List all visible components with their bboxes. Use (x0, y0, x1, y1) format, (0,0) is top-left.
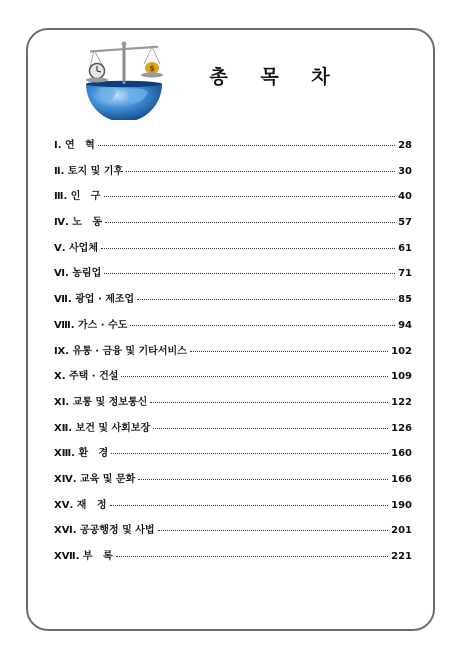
toc-entry-label: Ⅴ. 사업체 (54, 242, 98, 254)
toc-entry-page: 30 (398, 165, 412, 177)
toc-entry-page: 40 (398, 191, 412, 203)
toc-entry-label: Ⅳ. 노 동 (54, 217, 103, 229)
dot-leader (104, 196, 396, 197)
dot-leader (150, 402, 388, 403)
toc-entry-page: 126 (391, 422, 412, 434)
toc-entry[interactable] (54, 264, 412, 290)
toc-entry-label: XⅣ. 교육 및 문화 (54, 473, 136, 485)
toc-entry-label: XⅦ. 부 록 (54, 551, 113, 562)
dot-leader (153, 428, 388, 429)
toc-entry[interactable] (54, 444, 412, 470)
dot-leader (110, 505, 389, 506)
dot-leader (104, 273, 395, 274)
toc-entry-label: XⅤ. 재 정 (54, 499, 107, 511)
toc-entry-label: Ⅰ. 연 혁 (54, 140, 95, 151)
toc-entry-page: 85 (398, 294, 412, 306)
toc-entry-label: XⅡ. 보건 및 사회보장 (54, 422, 151, 434)
toc-entry-label: Ⅷ. 가스 · 수도 (54, 319, 128, 331)
dot-leader (101, 248, 395, 249)
dot-leader (116, 556, 389, 557)
toc-entry-page: 166 (391, 473, 412, 485)
toc-entry[interactable] (54, 213, 412, 239)
toc-entry-label: Ⅵ. 농림업 (54, 268, 102, 280)
toc-entry-label: Ⅸ. 유통 · 금융 및 기타서비스 (54, 345, 187, 357)
toc-entry[interactable] (54, 342, 412, 368)
toc-entry[interactable] (54, 367, 412, 393)
dot-leader (158, 530, 389, 531)
toc-entry[interactable] (54, 316, 412, 342)
toc-entry-page: 61 (398, 242, 412, 254)
toc-entry-page: 221 (391, 551, 412, 562)
toc-entry-page: 201 (391, 525, 412, 537)
toc-entry-page: 102 (391, 345, 412, 357)
toc-entry-label: XⅥ. 공공행정 및 사법 (54, 525, 155, 537)
dot-leader (126, 171, 395, 172)
table-of-contents (54, 136, 412, 573)
toc-entry[interactable] (54, 547, 412, 573)
toc-entry-page: 109 (391, 371, 412, 383)
toc-entry-page: 122 (391, 396, 412, 408)
dot-leader (121, 376, 388, 377)
toc-entry-page: 94 (398, 319, 412, 331)
toc-entry-label: Ⅲ. 인 구 (54, 191, 101, 203)
toc-entry[interactable] (54, 136, 412, 162)
toc-entry-page: 28 (398, 140, 412, 151)
toc-entry[interactable] (54, 496, 412, 522)
dot-leader (98, 145, 395, 146)
toc-entry-label: Ⅹ. 주택 · 건설 (54, 371, 119, 383)
toc-entry[interactable] (54, 162, 412, 188)
svg-text:$: $ (149, 64, 155, 73)
toc-entry[interactable] (54, 187, 412, 213)
toc-entry[interactable] (54, 393, 412, 419)
toc-entry[interactable] (54, 239, 412, 265)
toc-entry-page: 190 (391, 499, 412, 511)
toc-entry[interactable] (54, 470, 412, 496)
toc-entry-page: 160 (391, 448, 412, 460)
dot-leader (138, 479, 388, 480)
toc-entry-label: Ⅶ. 광업 · 제조업 (54, 294, 135, 306)
dot-leader (137, 299, 395, 300)
toc-entry-page: 57 (398, 217, 412, 229)
page-title: 총 목 차 (209, 66, 343, 88)
toc-entry[interactable] (54, 521, 412, 547)
dot-leader (111, 453, 388, 454)
dot-leader (130, 325, 395, 326)
toc-entry[interactable] (54, 419, 412, 445)
toc-entry-label: XⅢ. 환 경 (54, 448, 109, 460)
toc-entry-label: XⅠ. 교통 및 정보통신 (54, 396, 148, 408)
toc-entry-label: Ⅱ. 토지 및 기후 (54, 165, 124, 177)
toc-entry[interactable] (54, 290, 412, 316)
dot-leader (190, 351, 388, 352)
toc-entry-page: 71 (398, 268, 412, 280)
dot-leader (105, 222, 395, 223)
